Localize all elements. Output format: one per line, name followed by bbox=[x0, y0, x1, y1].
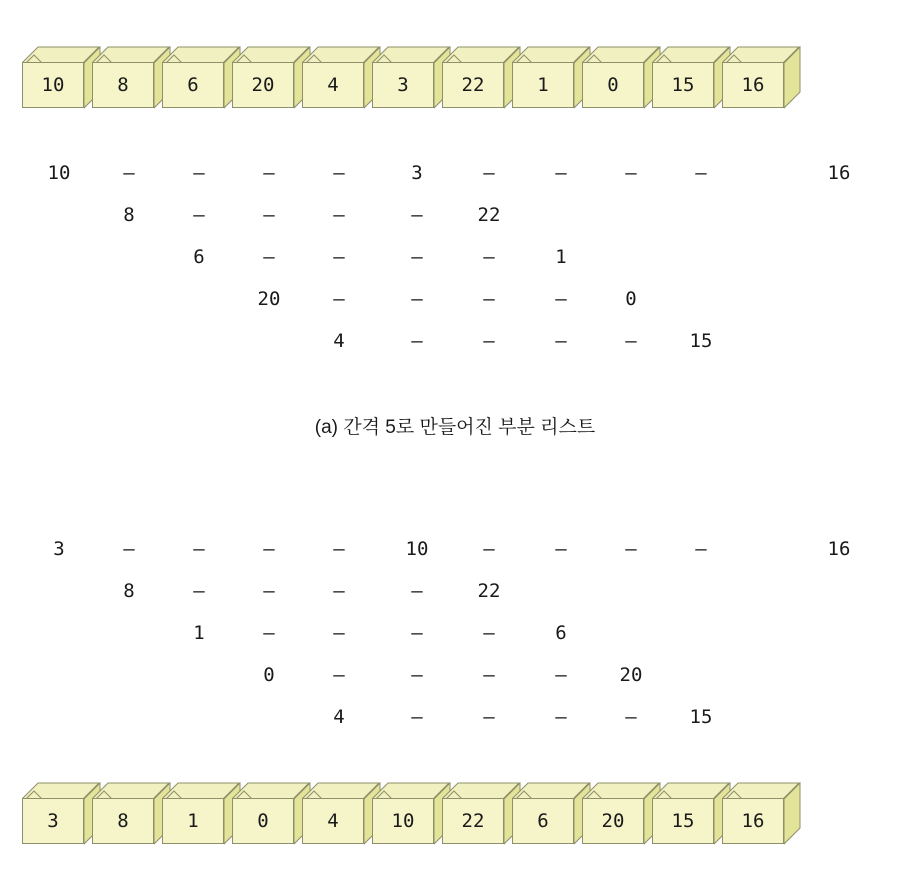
sublist-value: 3 bbox=[53, 538, 65, 560]
result-array-cell bbox=[232, 782, 296, 844]
sublist-gap-marker: – bbox=[193, 580, 205, 602]
sublist-gap-marker: – bbox=[483, 538, 495, 560]
sublist-gap-marker: – bbox=[411, 246, 423, 268]
cube-value: 0 bbox=[232, 798, 294, 844]
cube-value: 8 bbox=[92, 62, 154, 108]
cube-value: 20 bbox=[582, 798, 644, 844]
sublist-gap-marker: – bbox=[483, 330, 495, 352]
sublist-value: 15 bbox=[689, 330, 713, 352]
sublist-gap-marker: – bbox=[555, 664, 567, 686]
sublist-value: 15 bbox=[689, 706, 713, 728]
sublist-value: 0 bbox=[263, 664, 275, 686]
sublist-gap-marker: – bbox=[483, 162, 495, 184]
sublist-gap-marker: – bbox=[333, 664, 345, 686]
caption-a: (a) 간격 5로 만들어진 부분 리스트 bbox=[314, 417, 596, 438]
sublist-value: 4 bbox=[333, 706, 345, 728]
sublist-value: 1 bbox=[193, 622, 205, 644]
sublist-gap-marker: – bbox=[333, 204, 345, 226]
sublist-gap-marker: – bbox=[411, 330, 423, 352]
sublist-gap-marker: – bbox=[123, 538, 135, 560]
cube-value: 8 bbox=[92, 798, 154, 844]
cube-value: 3 bbox=[372, 62, 434, 108]
sublist-gap-marker: – bbox=[333, 288, 345, 310]
sublist-value: 20 bbox=[257, 288, 281, 310]
sublist-gap-marker: – bbox=[333, 162, 345, 184]
sublist-gap-marker: – bbox=[333, 538, 345, 560]
sublist-value: 22 bbox=[477, 204, 501, 226]
sublist-a-row bbox=[14, 278, 894, 320]
sublist-gap-marker: – bbox=[483, 246, 495, 268]
initial-array-cell bbox=[302, 46, 366, 108]
cube-value: 1 bbox=[162, 798, 224, 844]
sublist-b-row bbox=[14, 654, 894, 696]
result-array-cell bbox=[652, 782, 716, 844]
sublist-gap-marker: – bbox=[333, 580, 345, 602]
sublist-gap-marker: – bbox=[123, 162, 135, 184]
sublist-value: 16 bbox=[827, 538, 851, 560]
sublist-gap-marker: – bbox=[333, 622, 345, 644]
cube-value: 20 bbox=[232, 62, 294, 108]
cube-value: 16 bbox=[722, 798, 784, 844]
sublist-gap-marker: – bbox=[263, 622, 275, 644]
sublist-gap-marker: – bbox=[411, 288, 423, 310]
sublist-gap-marker: – bbox=[263, 162, 275, 184]
initial-array-cell bbox=[512, 46, 576, 108]
sublist-b-row bbox=[14, 696, 894, 738]
initial-array-cell bbox=[22, 46, 86, 108]
sublist-a-row bbox=[14, 194, 894, 236]
sublist-gap-marker: – bbox=[555, 330, 567, 352]
sublist-gap-marker: – bbox=[555, 288, 567, 310]
sublist-value: 22 bbox=[477, 580, 501, 602]
initial-array-cell bbox=[92, 46, 156, 108]
cube-value: 15 bbox=[652, 62, 714, 108]
sublist-gap-marker: – bbox=[411, 706, 423, 728]
initial-array-cell bbox=[582, 46, 646, 108]
initial-array-cell bbox=[442, 46, 506, 108]
cube-value: 6 bbox=[512, 798, 574, 844]
initial-array-cell bbox=[722, 46, 786, 108]
initial-array-cell bbox=[372, 46, 436, 108]
sublist-gap-marker: – bbox=[411, 664, 423, 686]
cube-value: 4 bbox=[302, 798, 364, 844]
sublist-gap-marker: – bbox=[483, 664, 495, 686]
cube-value: 22 bbox=[442, 798, 504, 844]
sublist-value: 8 bbox=[123, 204, 135, 226]
sublists-result-grid bbox=[14, 528, 894, 738]
cube-value: 6 bbox=[162, 62, 224, 108]
initial-array bbox=[22, 46, 786, 108]
sublist-gap-marker: – bbox=[263, 538, 275, 560]
sublist-value: 0 bbox=[625, 288, 637, 310]
sublist-gap-marker: – bbox=[695, 162, 707, 184]
cube-value: 10 bbox=[22, 62, 84, 108]
result-array-cell bbox=[722, 782, 786, 844]
sublist-value: 1 bbox=[555, 246, 567, 268]
sublist-gap-marker: – bbox=[193, 538, 205, 560]
sublist-b-row bbox=[14, 570, 894, 612]
sublist-b-row bbox=[14, 612, 894, 654]
sublist-gap-marker: – bbox=[483, 622, 495, 644]
sublist-gap-marker: – bbox=[483, 288, 495, 310]
sublist-a-row bbox=[14, 320, 894, 362]
cube-value: 16 bbox=[722, 62, 784, 108]
sublist-gap-marker: – bbox=[333, 246, 345, 268]
sublist-b-row bbox=[14, 528, 894, 570]
initial-array-cell bbox=[162, 46, 226, 108]
sublist-gap-marker: – bbox=[695, 538, 707, 560]
result-array-cell bbox=[22, 782, 86, 844]
initial-array-cell bbox=[232, 46, 296, 108]
sublist-gap-marker: – bbox=[625, 706, 637, 728]
result-array-cell bbox=[92, 782, 156, 844]
sublist-gap-marker: – bbox=[555, 706, 567, 728]
cube-value: 4 bbox=[302, 62, 364, 108]
cube-value: 22 bbox=[442, 62, 504, 108]
sublist-gap-marker: – bbox=[625, 538, 637, 560]
result-array-cell bbox=[512, 782, 576, 844]
cube-value: 0 bbox=[582, 62, 644, 108]
sublist-gap-marker: – bbox=[555, 538, 567, 560]
sublist-value: 6 bbox=[193, 246, 205, 268]
result-array-cell bbox=[582, 782, 646, 844]
result-array-cell bbox=[162, 782, 226, 844]
result-array bbox=[22, 782, 786, 844]
sublist-value: 20 bbox=[619, 664, 643, 686]
sublist-value: 10 bbox=[47, 162, 71, 184]
sublist-gap-marker: – bbox=[263, 204, 275, 226]
sublist-value: 4 bbox=[333, 330, 345, 352]
sublist-value: 16 bbox=[827, 162, 851, 184]
sublist-gap-marker: – bbox=[625, 330, 637, 352]
sublist-value: 8 bbox=[123, 580, 135, 602]
cube-value: 10 bbox=[372, 798, 434, 844]
sublist-gap-marker: – bbox=[411, 580, 423, 602]
sublist-value: 6 bbox=[555, 622, 567, 644]
sublist-value: 10 bbox=[405, 538, 429, 560]
sublist-gap-marker: – bbox=[263, 580, 275, 602]
sublist-gap-marker: – bbox=[483, 706, 495, 728]
cube-value: 1 bbox=[512, 62, 574, 108]
sublist-a-row bbox=[14, 152, 894, 194]
sublist-gap-marker: – bbox=[555, 162, 567, 184]
sublist-gap-marker: – bbox=[625, 162, 637, 184]
result-array-cell bbox=[372, 782, 436, 844]
sublist-gap-marker: – bbox=[411, 204, 423, 226]
cube-value: 15 bbox=[652, 798, 714, 844]
sublists-gap5-grid bbox=[14, 152, 894, 362]
sublist-gap-marker: – bbox=[193, 204, 205, 226]
sublist-a-row bbox=[14, 236, 894, 278]
result-array-cell bbox=[302, 782, 366, 844]
sublist-gap-marker: – bbox=[263, 246, 275, 268]
sublist-value: 3 bbox=[411, 162, 423, 184]
sublist-gap-marker: – bbox=[193, 162, 205, 184]
result-array-cell bbox=[442, 782, 506, 844]
cube-value: 3 bbox=[22, 798, 84, 844]
initial-array-cell bbox=[652, 46, 716, 108]
sublist-gap-marker: – bbox=[411, 622, 423, 644]
